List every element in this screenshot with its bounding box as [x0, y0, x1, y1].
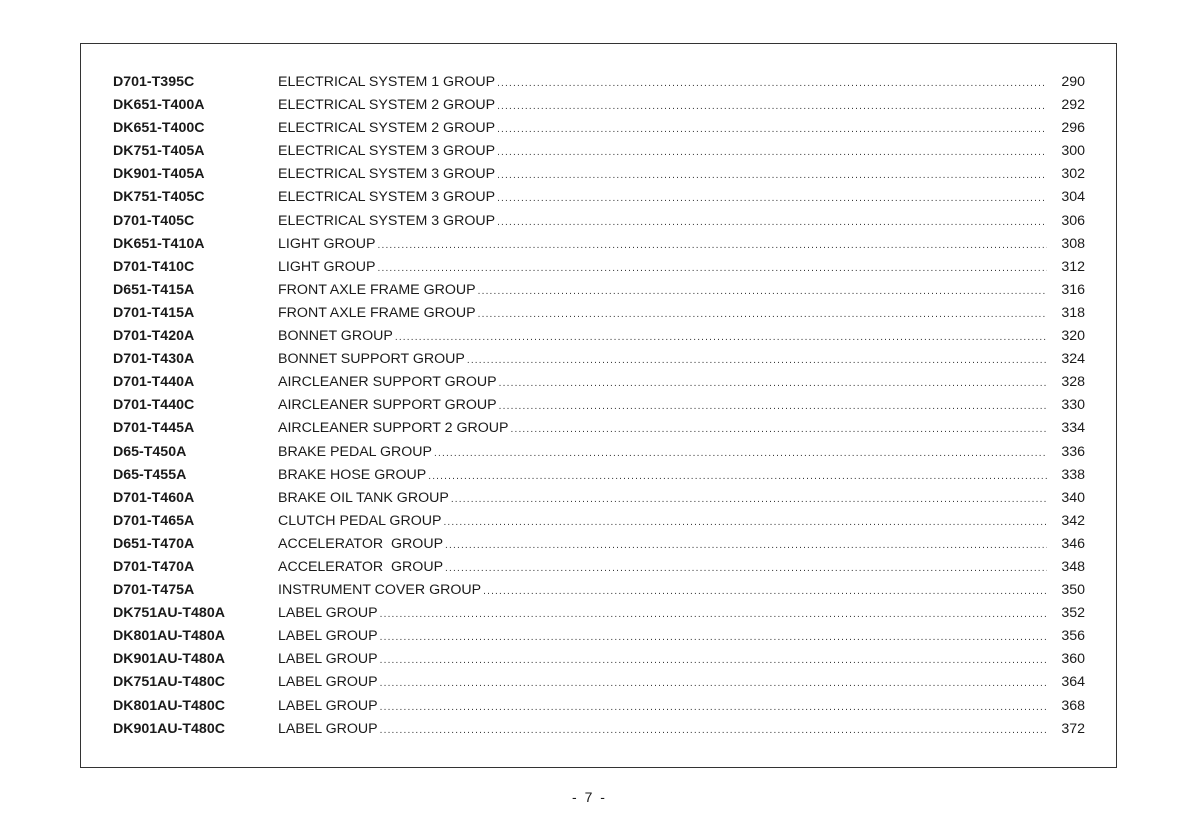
toc-entry-title: AIRCLEANER SUPPORT GROUP	[278, 397, 497, 414]
toc-entry-code: D701-T395C	[113, 74, 195, 90]
toc-entry-title: ELECTRICAL SYSTEM 3 GROUP	[278, 212, 496, 229]
toc-entry-page: 300	[1061, 143, 1085, 160]
toc-entry-page: 304	[1061, 189, 1085, 206]
dot-leader	[499, 372, 1047, 395]
toc-entry-title: LABEL GROUP	[278, 628, 378, 645]
toc-entry-page: 334	[1061, 420, 1085, 437]
toc-entry-code: DK801AU-T480C	[113, 697, 225, 714]
toc-entry-title: LABEL GROUP	[278, 697, 378, 714]
toc-entry-code: D701-T460A	[113, 489, 195, 506]
toc-entry-page: 324	[1061, 351, 1085, 368]
toc-entry-page: 350	[1061, 582, 1085, 599]
dot-leader	[380, 719, 1047, 742]
toc-entry-code: D651-T415A	[113, 281, 195, 298]
toc-entry-code: DK751-T405C	[113, 189, 205, 206]
toc-entry	[113, 556, 1085, 579]
toc-entry	[113, 256, 1085, 279]
toc-entry-title: ELECTRICAL SYSTEM 3 GROUP	[278, 189, 496, 206]
toc-entry-code: D701-T440A	[113, 374, 195, 391]
toc-entry-page: 340	[1061, 489, 1085, 506]
dot-leader	[428, 465, 1047, 488]
dot-leader	[380, 603, 1047, 626]
toc-entry	[113, 233, 1085, 256]
toc-entry-title: BONNET GROUP	[278, 328, 393, 345]
dot-leader	[510, 418, 1047, 441]
toc-entry-title: ELECTRICAL SYSTEM 3 GROUP	[278, 143, 496, 160]
toc-entry-code: DK901AU-T480A	[113, 651, 225, 668]
dot-leader	[497, 72, 1047, 95]
toc-entry-page: 328	[1061, 374, 1085, 391]
toc-entry-code: DK801AU-T480A	[113, 628, 225, 645]
toc-entry-page: 352	[1061, 605, 1085, 622]
toc-entry-code: D701-T415A	[113, 304, 195, 321]
toc-entry	[113, 348, 1085, 371]
toc-entry-code: D701-T470A	[113, 558, 195, 575]
toc-entry-page: 364	[1061, 674, 1085, 691]
toc-entry-page: 312	[1061, 258, 1085, 275]
dot-leader	[380, 626, 1047, 649]
dot-leader	[445, 534, 1047, 557]
toc-entry-code: D701-T410C	[113, 258, 195, 275]
toc-entry-title: AIRCLEANER SUPPORT GROUP	[278, 374, 497, 391]
toc-entry-code: DK751-T405A	[113, 143, 205, 160]
dot-leader	[478, 303, 1047, 326]
dot-leader	[478, 280, 1047, 303]
toc-entry	[113, 579, 1085, 602]
toc-entry-title: LIGHT GROUP	[278, 258, 376, 275]
toc-entry-title: ACCELERATOR GROUP	[278, 535, 444, 552]
toc-entry	[113, 302, 1085, 325]
toc-entry-page: 318	[1061, 304, 1085, 321]
dot-leader	[378, 234, 1048, 257]
toc-entry-page: 316	[1061, 281, 1085, 298]
toc-entry-title: FRONT AXLE FRAME GROUP	[278, 304, 476, 321]
toc-entry	[113, 117, 1085, 140]
toc-entry	[113, 487, 1085, 510]
dot-leader	[451, 488, 1047, 511]
toc-entry-page: 360	[1061, 651, 1085, 668]
dot-leader	[378, 257, 1048, 280]
toc-entry-title: ELECTRICAL SYSTEM 3 GROUP	[278, 166, 496, 183]
toc-entry-page: 342	[1061, 512, 1085, 529]
page-number: - 7 -	[572, 789, 607, 805]
dot-leader	[445, 557, 1047, 580]
toc-entry-page: 368	[1061, 697, 1085, 714]
toc-entry-title: CLUTCH PEDAL GROUP	[278, 512, 442, 529]
toc-entry-title: BONNET SUPPORT GROUP	[278, 351, 465, 368]
toc-entry-title: ELECTRICAL SYSTEM 1 GROUP	[278, 74, 496, 90]
dot-leader	[467, 349, 1047, 372]
toc-entry-code: D651-T470A	[113, 535, 195, 552]
toc-entry-page: 330	[1061, 397, 1085, 414]
toc-entry-title: FRONT AXLE FRAME GROUP	[278, 281, 476, 298]
toc-entry-page: 308	[1061, 235, 1085, 252]
toc-entry	[113, 371, 1085, 394]
toc-entry-title: LIGHT GROUP	[278, 235, 376, 252]
dot-leader	[483, 580, 1047, 603]
toc-entry-code: D701-T405C	[113, 212, 195, 229]
dot-leader	[380, 696, 1047, 719]
dot-leader	[380, 649, 1047, 672]
toc-entry	[113, 695, 1085, 718]
toc-entry-code: DK901AU-T480C	[113, 720, 225, 737]
toc-entry-code: DK751AU-T480C	[113, 674, 225, 691]
toc-entry-code: D701-T430A	[113, 351, 195, 368]
toc-entry	[113, 625, 1085, 648]
toc-entry-code: D701-T465A	[113, 512, 195, 529]
toc-entry-page: 338	[1061, 466, 1085, 483]
toc-entry-code: DK901-T405A	[113, 166, 205, 183]
toc-entry	[113, 648, 1085, 671]
toc-entry	[113, 602, 1085, 625]
toc-entry	[113, 186, 1085, 209]
toc-entry-code: DK651-T410A	[113, 235, 205, 252]
dot-leader	[434, 442, 1047, 465]
dot-leader	[497, 164, 1047, 187]
toc-entry-code: DK651-T400A	[113, 97, 205, 114]
toc-entry-page: 348	[1061, 558, 1085, 575]
toc-entry-page: 296	[1061, 120, 1085, 137]
toc-entry-page: 372	[1061, 720, 1085, 737]
dot-leader	[497, 141, 1047, 164]
toc-entry-title: BRAKE HOSE GROUP	[278, 466, 427, 483]
toc-entry-code: DK651-T400C	[113, 120, 205, 137]
toc-entry-title: ELECTRICAL SYSTEM 2 GROUP	[278, 97, 496, 114]
toc-entry	[113, 671, 1085, 694]
toc-entry-code: D65-T450A	[113, 443, 187, 460]
toc-entry-title: LABEL GROUP	[278, 720, 378, 737]
toc-entry-title: BRAKE PEDAL GROUP	[278, 443, 433, 460]
toc-entry-title: LABEL GROUP	[278, 651, 378, 668]
dot-leader	[380, 672, 1047, 695]
table-of-contents	[113, 71, 1085, 741]
toc-entry-code: D701-T475A	[113, 582, 195, 599]
toc-entry-page: 292	[1061, 97, 1085, 114]
dot-leader	[499, 395, 1047, 418]
toc-entry-code: D701-T440C	[113, 397, 195, 414]
toc-entry	[113, 394, 1085, 417]
toc-entry-page: 302	[1061, 166, 1085, 183]
toc-entry-page: 306	[1061, 212, 1085, 229]
toc-entry-title: ELECTRICAL SYSTEM 2 GROUP	[278, 120, 496, 137]
dot-leader	[497, 118, 1047, 141]
dot-leader	[497, 187, 1047, 210]
toc-entry-page: 320	[1061, 328, 1085, 345]
toc-entry	[113, 441, 1085, 464]
toc-entry-code: D701-T420A	[113, 328, 195, 345]
toc-entry	[113, 417, 1085, 440]
toc-entry-title: LABEL GROUP	[278, 674, 378, 691]
toc-entry	[113, 71, 1085, 94]
dot-leader	[443, 511, 1047, 534]
toc-entry-title: AIRCLEANER SUPPORT 2 GROUP	[278, 420, 509, 437]
toc-entry-title: BRAKE OIL TANK GROUP	[278, 489, 449, 506]
toc-entry	[113, 510, 1085, 533]
toc-entry	[113, 718, 1085, 741]
toc-entry-page: 356	[1061, 628, 1085, 645]
dot-leader	[497, 211, 1047, 234]
toc-entry-page: 290	[1061, 74, 1085, 90]
toc-entry	[113, 140, 1085, 163]
toc-entry-code: D65-T455A	[113, 466, 187, 483]
toc-entry-page: 346	[1061, 535, 1085, 552]
toc-entry-code: D701-T445A	[113, 420, 195, 437]
toc-entry	[113, 94, 1085, 117]
toc-entry-code: DK751AU-T480A	[113, 605, 225, 622]
dot-leader	[497, 95, 1047, 118]
toc-entry-page: 336	[1061, 443, 1085, 460]
toc-entry-title: INSTRUMENT COVER GROUP	[278, 582, 482, 599]
toc-entry-title: ACCELERATOR GROUP	[278, 558, 444, 575]
toc-entry	[113, 325, 1085, 348]
dot-leader	[395, 326, 1047, 349]
toc-entry	[113, 533, 1085, 556]
toc-entry	[113, 210, 1085, 233]
toc-entry	[113, 279, 1085, 302]
toc-entry-title: LABEL GROUP	[278, 605, 378, 622]
toc-entry	[113, 163, 1085, 186]
toc-entry	[113, 464, 1085, 487]
